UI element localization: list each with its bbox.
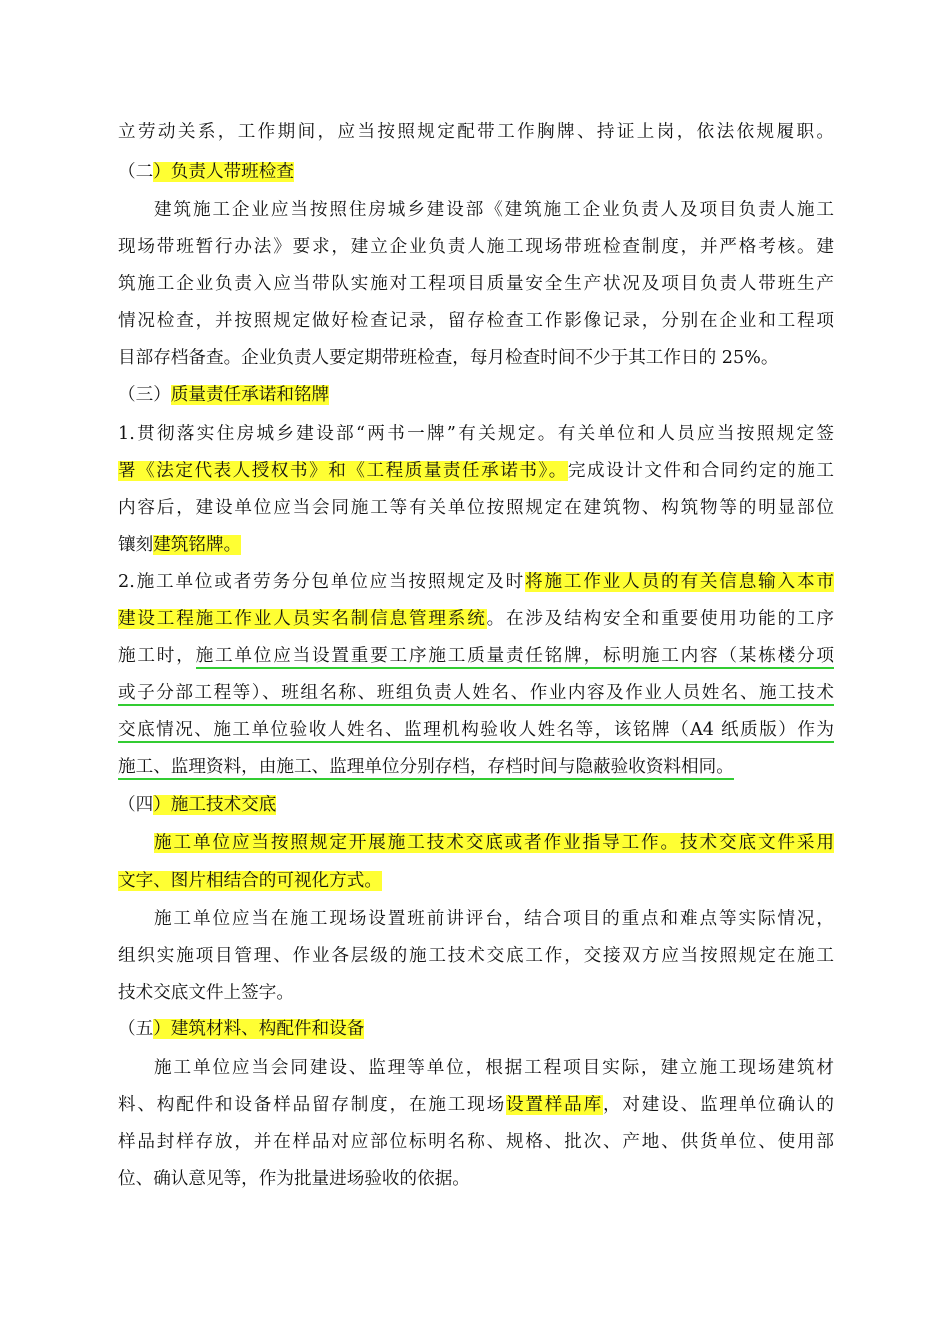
line-text: 1.贯彻落实住房城乡建设部“两书一牌”有关规定。有关单位和人员应当按照规定签: [118, 424, 834, 444]
underlined-text: 施工、监理资料，由施工、监理单位分别存档，存档时间与隐蔽验收资料相同。: [118, 757, 734, 780]
line-text: 情况检查，并按照规定做好检查记录，留存检查工作影像记录，分别在企业和工程项: [118, 311, 834, 331]
text-line: [118, 456, 834, 486]
line-text: 建筑施工企业应当按照住房城乡建设部《建筑施工企业负责人及项目负责人施工: [154, 200, 834, 220]
underlined-text: 交底情况、施工单位验收人姓名、监理机构验收人姓名等，该铭牌（A4 纸质版）作为: [118, 720, 834, 743]
text-line: [154, 904, 834, 934]
line-text: 料、构配件和设备样品留存制度，在施工现场: [118, 1095, 506, 1115]
text-line: [118, 641, 834, 671]
text-line: [118, 752, 834, 782]
text-line: [118, 604, 834, 634]
line-text: ，对建设、监理单位确认的: [602, 1095, 834, 1115]
highlighted-text: 施工单位应当按照规定开展施工技术交底或者作业指导工作。技术交底文件采用: [154, 833, 834, 853]
text-line: [154, 828, 834, 858]
line-text: 位、确认意见等，作为批量进场验收的依据。: [118, 1169, 470, 1189]
text-line: [118, 1127, 834, 1157]
line-text: 施工单位应当在施工现场设置班前讲评台，结合项目的重点和难点等实际情况，: [154, 909, 834, 929]
line-text: 施工时，: [118, 646, 196, 666]
highlighted-text: ）施工技术交底: [153, 795, 277, 815]
text-line: [118, 343, 834, 373]
text-line: [118, 232, 834, 262]
section-heading-2: [118, 157, 834, 187]
text-line: [118, 269, 834, 299]
line-text: 立劳动关系，工作期间，应当按照规定配带工作胸牌、持证上岗，依法依规履职。: [118, 122, 834, 142]
text-line: [118, 715, 834, 745]
text-line: [118, 419, 834, 449]
section-heading-4: [118, 790, 834, 820]
line-text: （二: [118, 162, 154, 182]
text-line: [118, 306, 834, 336]
text-line: [118, 1090, 834, 1120]
line-text: 内容后，建设单位应当会同施工等有关单位按照规定在建筑物、构筑物等的明显部位: [118, 498, 834, 518]
highlighted-text: 将施工作业人员的有关信息输入本市: [525, 572, 834, 592]
line-text: 目部存档备查。企业负责人要定期带班检查，每月检查时间不少于其工作日的 25%。: [118, 348, 779, 368]
text-line: [118, 493, 834, 523]
line-text: 样品封样存放，并在样品对应部位标明名称、规格、批次、产地、供货单位、使用部: [118, 1132, 834, 1152]
line-text: 施工单位应当会同建设、监理等单位，根据工程项目实际，建立施工现场建筑材: [154, 1058, 834, 1078]
highlighted-text: 建筑铭牌。: [153, 535, 242, 555]
underlined-text: 施工单位应当设置重要工序施工质量责任铭牌，标明施工内容（某栋楼分项: [196, 646, 834, 669]
text-line: [118, 978, 834, 1008]
line-text: 筑施工企业负责入应当带队实施对工程项目质量安全生产状况及项目负责人带班生产: [118, 274, 834, 294]
line-text: （四: [118, 795, 154, 815]
highlighted-text: ）负责人带班检查: [153, 162, 294, 182]
line-text: 2.施工单位或者劳务分包单位应当按照规定及时: [118, 572, 526, 592]
underlined-text: 或子分部工程等）、班组名称、班组负责人姓名、作业内容及作业人员姓名、施工技术: [118, 683, 834, 706]
text-line: [154, 195, 834, 225]
line-text: 现场带班暂行办法》要求，建立企业负责人施工现场带班检查制度，并严格考核。建: [118, 237, 834, 257]
highlighted-text: ）建筑材料、构配件和设备: [153, 1019, 365, 1039]
text-line: [118, 866, 834, 896]
section-heading-3: [118, 380, 834, 410]
text-line: [118, 1164, 834, 1194]
line-text: 完成设计文件和合同约定的施工: [567, 461, 834, 481]
text-line: [154, 1053, 834, 1083]
highlighted-text: 文字、图片相结合的可视化方式。: [118, 871, 382, 891]
line-text: 。在涉及结构安全和重要使用功能的工序: [486, 609, 834, 629]
text-line: [118, 941, 834, 971]
highlighted-text: 质量责任承诺和铭牌: [170, 385, 330, 405]
line-text: 组织实施项目管理、作业各层级的施工技术交底工作，交接双方应当按照规定在施工: [118, 946, 834, 966]
text-line: [118, 678, 834, 708]
text-line: [118, 530, 834, 560]
line-text: （三）: [118, 385, 171, 405]
line-text: （五: [118, 1019, 154, 1039]
text-line: [118, 117, 834, 147]
highlighted-text: 建设工程施工作业人员实名制信息管理系统: [118, 609, 487, 629]
line-text: 技术交底文件上签字。: [118, 983, 294, 1003]
section-heading-5: [118, 1014, 834, 1044]
highlighted-text: 设置样品库: [505, 1095, 603, 1115]
text-line: [118, 567, 834, 597]
line-text: 镶刻: [118, 535, 154, 555]
highlighted-text: 署《法定代表人授权书》和《工程质量责任承诺书》。: [118, 461, 568, 481]
